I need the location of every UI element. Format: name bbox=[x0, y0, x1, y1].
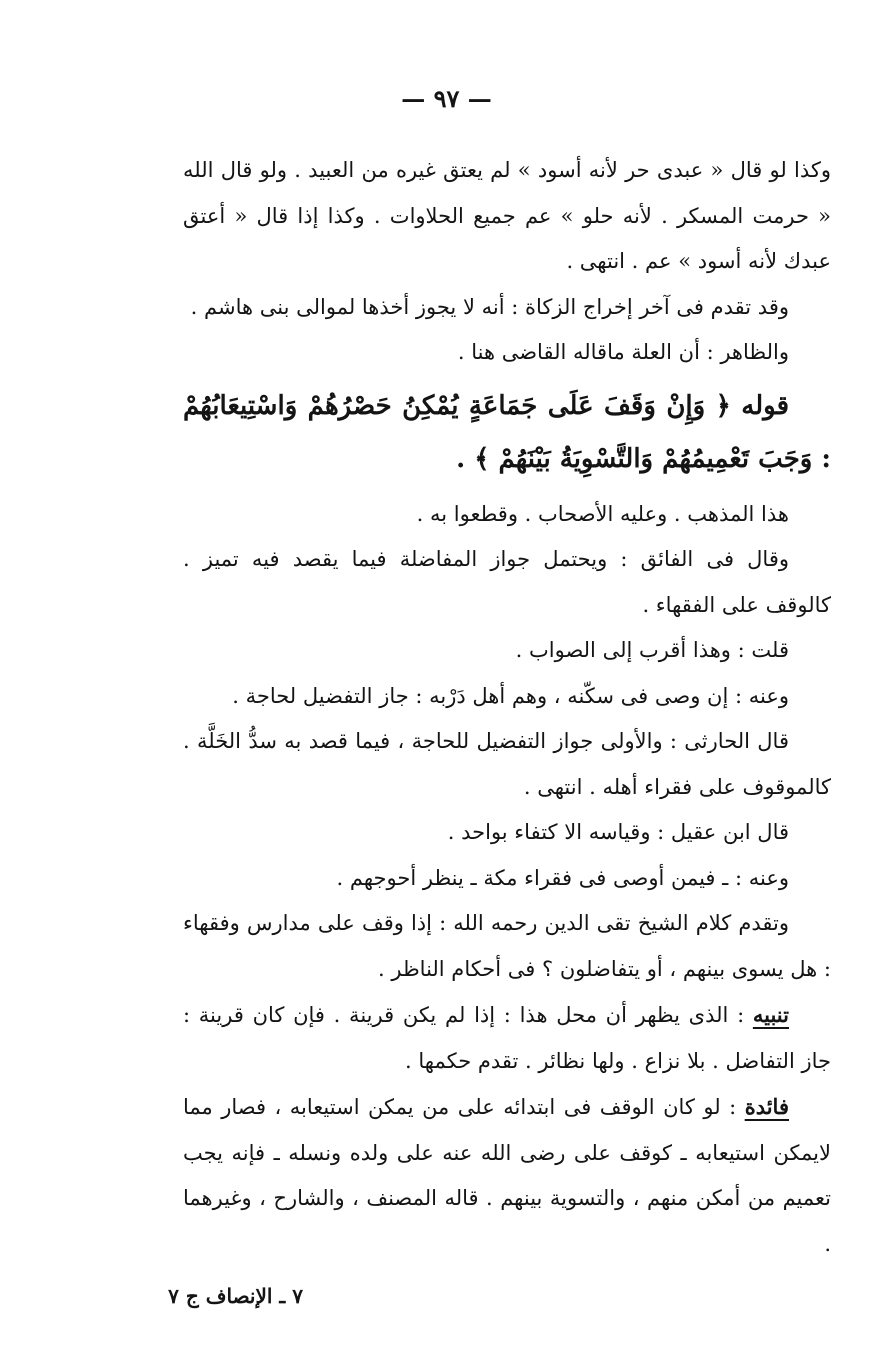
paragraph-3: والظاهر : أن العلة ماقاله القاضى هنا . bbox=[457, 340, 789, 364]
paragraph-6: وقال فى الفائق : ويحتمل جواز المفاضلة فيما يقصد فيه تميز . كالوقف على الفقهاء . bbox=[183, 547, 831, 617]
page-body bbox=[183, 148, 831, 1267]
paragraph-5: هذا المذهب . وعليه الأصحاب . وقطعوا به . bbox=[416, 501, 789, 526]
paragraph-7: قلت : وهذا أقرب إلى الصواب . bbox=[515, 638, 789, 662]
benefit-term: فائدة bbox=[744, 1094, 789, 1119]
paragraph-10: قال ابن عقيل : وقياسه الا كتفاء بواحد . bbox=[447, 820, 789, 844]
paragraph-11: وعنه : ـ فيمن أوصى فى فقراء مكة ـ ينظر أحوجهم . bbox=[336, 865, 789, 890]
benefit-text: : لو كان الوقف فى ابتدائه على من يمكن استيعابه ، فصار مما لايمكن استيعابه ـ كوقف على رضى الله عنه على ولده ونسله ـ فإنه يجب تعميم من أمكن منهم ، والتسوية بينهم . قاله المصنف ، والشارح ، وغيرهما . bbox=[183, 1095, 831, 1256]
paragraph-8: وعنه : إن وصى فى سكّنه ، وهم أهل دَرْبه : جاز التفضيل لحاجة . bbox=[232, 683, 789, 708]
paragraph-2: وقد تقدم فى آخر إخراج الزكاة : أنه لا يجوز أخذها لموالى بنى هاشم . bbox=[190, 294, 789, 319]
note-term: تنبيه bbox=[752, 1002, 789, 1027]
paragraph-9: قال الحارثى : والأولى جواز التفضيل للحاجة ، فيما قصد به سدُّ الخَلَّة . كالموقوف على فقراء أهله . انتهى . bbox=[183, 729, 831, 799]
paragraph-12: وتقدم كلام الشيخ تقى الدين رحمه الله : إذا وقف على مدارس وفقهاء : هل يسوى بينهم ، أو يتفاضلون ؟ فى أحكام الناظر . bbox=[183, 911, 831, 981]
paragraph-14 bbox=[183, 1084, 831, 1267]
note-text: : الذى يظهر أن محل هذا : إذا لم يكن قرينة . فإن كان قرينة : جاز التفاضل . بلا نزاع . ولها نظائر . تقدم حكمها . bbox=[183, 1003, 831, 1073]
paragraph-13 bbox=[183, 992, 831, 1084]
footer-signature: ٧ ـ الإنصاف ج ٧ bbox=[168, 1284, 303, 1308]
quoted-text-heading: قوله ﴿ وَإِنْ وَقَفَ عَلَى جَمَاعَةٍ يُمْكِنُ حَصْرُهُمْ وَاسْتِيعَابُهُمْ : وَجَبَ تَعْمِيمُهُمْ وَالتَّسْوِيَةُ بَيْنَهُمْ ﴾ . bbox=[183, 390, 831, 474]
page-number: — ٩٧ — bbox=[401, 84, 492, 113]
paragraph-1: وكذا لو قال « عبدى حر لأنه أسود » لم يعتق غيره من العبيد . ولو قال الله « حرمت المسكر . لأنه حلو » عم جميع الحلاوات . وكذا إذا قال « أعتق عبدك لأنه أسود » عم . انتهى . bbox=[183, 158, 831, 273]
